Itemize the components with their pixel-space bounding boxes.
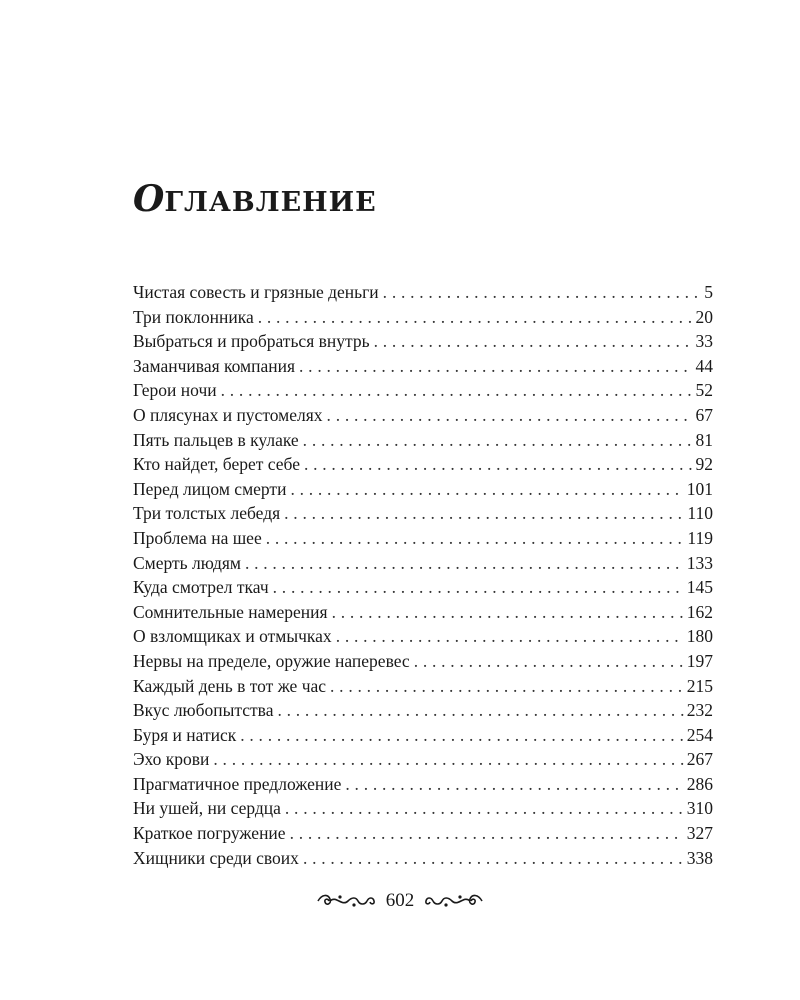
toc-entry-title: Прагматичное предложение <box>133 773 342 794</box>
toc-entry <box>133 354 713 379</box>
toc-entry-page: 215 <box>686 675 713 696</box>
toc-entry <box>133 452 713 477</box>
toc-entry-leader <box>383 280 702 305</box>
toc-entry-title: О плясунах и пустомелях <box>133 404 323 425</box>
toc-entry-page: 5 <box>704 282 713 302</box>
toc-entry-page: 92 <box>695 454 713 475</box>
toc-entry-leader <box>299 354 692 379</box>
left-flourish-icon <box>316 890 376 912</box>
toc-entry-page: 327 <box>686 823 713 844</box>
toc-entry-title: Три поклонника <box>133 306 254 327</box>
toc-entry-page: 254 <box>686 724 713 745</box>
toc-entry-title: Смерть людям <box>133 552 241 573</box>
toc-entry-page: 110 <box>687 503 713 524</box>
toc-entry <box>133 280 713 305</box>
toc-entry-title: Кто найдет, берет себе <box>133 454 300 475</box>
toc-entry <box>133 551 713 576</box>
toc-entry <box>133 796 713 821</box>
toc-entry-leader <box>332 600 684 625</box>
toc-entry-page: 180 <box>686 626 713 647</box>
toc-entry <box>133 329 713 354</box>
toc-entry-page: 232 <box>686 700 713 721</box>
toc-entry <box>133 723 713 748</box>
toc-heading <box>133 178 377 220</box>
toc-entry <box>133 600 713 625</box>
toc-entry <box>133 649 713 674</box>
toc-entry <box>133 378 713 403</box>
toc-entry-leader <box>221 378 693 403</box>
page-number: 602 <box>385 890 415 911</box>
toc-entry-page: 162 <box>686 601 713 622</box>
toc-entry-leader <box>273 575 684 600</box>
toc-entry-page: 133 <box>686 552 713 573</box>
toc-entry-page: 197 <box>686 650 713 671</box>
toc-entry-title: Перед лицом смерти <box>133 478 287 499</box>
toc-entry-title: Выбраться и пробраться внутрь <box>133 331 370 352</box>
toc-entry-title: Герои ночи <box>133 380 217 401</box>
toc-entry-page: 81 <box>695 429 713 450</box>
toc-entry <box>133 403 713 428</box>
toc-list <box>133 280 713 870</box>
toc-entry-page: 67 <box>695 404 713 425</box>
toc-entry-page: 33 <box>695 331 713 352</box>
toc-entry-leader <box>374 329 693 354</box>
toc-entry <box>133 501 713 526</box>
toc-entry-leader <box>330 674 684 699</box>
toc-entry-page: 310 <box>686 798 713 819</box>
toc-entry-page: 267 <box>686 749 713 770</box>
toc-entry <box>133 526 713 551</box>
toc-entry-leader <box>336 624 684 649</box>
toc-entry-title: Каждый день в тот же час <box>133 675 327 696</box>
toc-entry-leader <box>284 501 684 526</box>
toc-heading-rest: ГЛАВЛЕНИЕ <box>164 187 377 218</box>
toc-entry-leader <box>290 821 684 846</box>
toc-entry-leader <box>414 649 684 674</box>
toc-entry-leader <box>277 698 683 723</box>
toc-heading-initial: О <box>133 178 165 220</box>
toc-entry-leader <box>303 428 693 453</box>
toc-entry-title: Три толстых лебедя <box>133 503 281 524</box>
toc-entry-leader <box>290 477 683 502</box>
toc-entry <box>133 747 713 772</box>
toc-entry-leader <box>304 452 693 477</box>
toc-entry-page: 286 <box>686 773 713 794</box>
toc-entry-title: Пять пальцев в кулаке <box>133 429 299 450</box>
toc-entry-leader <box>240 723 684 748</box>
toc-entry-title: Сомнительные намерения <box>133 601 328 622</box>
toc-entry-title: О взломщиках и отмычках <box>133 626 332 647</box>
toc-entry-title: Нервы на пределе, оружие наперевес <box>133 650 410 671</box>
toc-entry-title: Куда смотрел ткач <box>133 577 269 598</box>
toc-entry-title: Проблема на шее <box>133 527 262 548</box>
toc-entry-title: Чистая совесть и грязные деньги <box>133 282 379 302</box>
toc-entry <box>133 624 713 649</box>
toc-entry-page: 44 <box>695 355 713 376</box>
toc-entry <box>133 575 713 600</box>
toc-entry-title: Эхо крови <box>133 749 210 770</box>
toc-entry <box>133 674 713 699</box>
toc-entry-leader <box>266 526 685 551</box>
right-flourish-icon <box>424 890 484 912</box>
toc-entry-title: Ни ушей, ни сердца <box>133 798 281 819</box>
toc-entry <box>133 428 713 453</box>
toc-entry-page: 20 <box>695 306 713 327</box>
toc-entry-leader <box>285 796 684 821</box>
toc-entry-leader <box>258 305 693 330</box>
toc-entry-leader <box>245 551 684 576</box>
toc-entry-leader <box>303 846 684 871</box>
toc-entry-leader <box>213 747 683 772</box>
toc-entry-page: 52 <box>695 380 713 401</box>
toc-entry-page: 119 <box>687 527 713 548</box>
toc-entry-page: 101 <box>686 478 713 499</box>
toc-entry-leader <box>327 403 693 428</box>
toc-entry-page: 338 <box>686 847 713 868</box>
toc-entry-page: 145 <box>686 577 713 598</box>
toc-entry-title: Буря и натиск <box>133 724 237 745</box>
toc-entry <box>133 305 713 330</box>
toc-entry <box>133 772 713 797</box>
toc-entry <box>133 477 713 502</box>
toc-entry-title: Краткое погружение <box>133 823 286 844</box>
page-footer <box>0 886 800 916</box>
toc-entry-leader <box>345 772 683 797</box>
toc-entry-title: Хищники среди своих <box>133 847 299 868</box>
toc-entry-title: Заманчивая компания <box>133 355 296 376</box>
toc-entry-title: Вкус любопытства <box>133 700 274 721</box>
toc-entry <box>133 821 713 846</box>
toc-entry <box>133 698 713 723</box>
toc-entry <box>133 846 713 871</box>
